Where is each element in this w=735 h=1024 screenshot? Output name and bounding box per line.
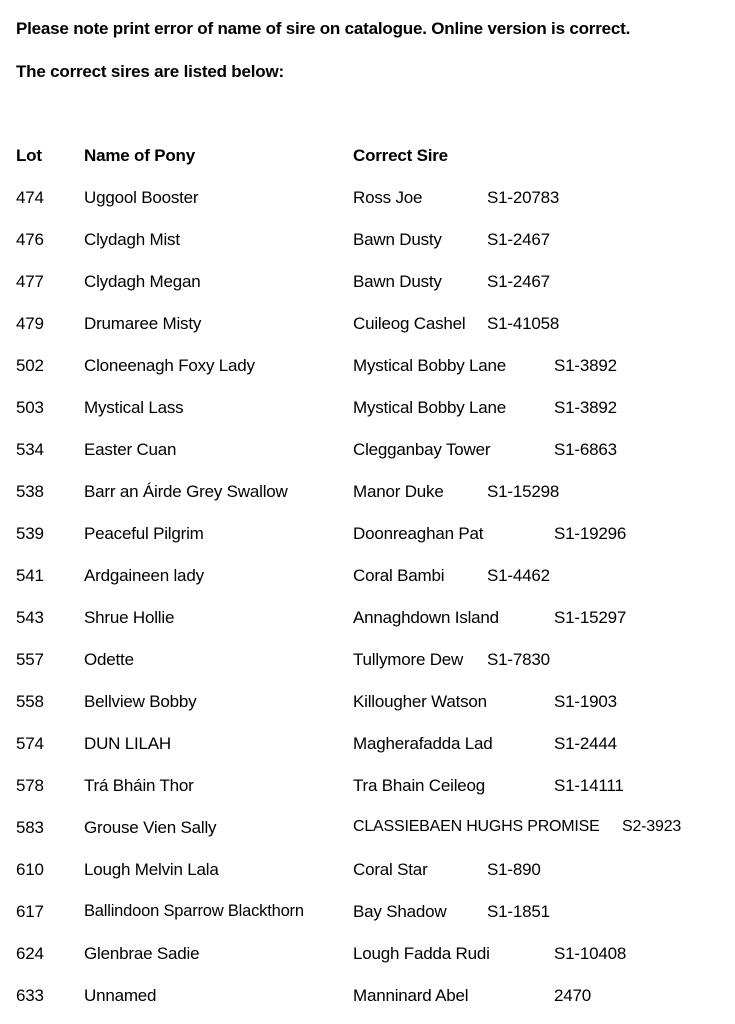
sire-name: Killougher Watson: [353, 692, 487, 711]
sire-registration: S1-3892: [554, 398, 617, 417]
notice-line-1: Please note print error of name of sire on catalogue. Online version is correct.: [16, 19, 631, 38]
sire-registration: S1-2467: [487, 272, 550, 291]
header-lot: Lot: [16, 146, 42, 165]
sire-name: Magherafadda Lad: [353, 734, 493, 753]
table-row: [0, 902, 735, 928]
lot-number: 543: [16, 608, 44, 627]
table-row: [0, 314, 735, 340]
pony-name: Lough Melvin Lala: [84, 860, 219, 879]
sire-registration: S1-2444: [554, 734, 617, 753]
sire-name: Tullymore Dew: [353, 650, 464, 669]
sire-name: Bawn Dusty: [353, 272, 442, 291]
table-row: [0, 188, 735, 214]
sire-name: Mystical Bobby Lane: [353, 356, 507, 375]
lot-number: 479: [16, 314, 44, 333]
table-row: [0, 650, 735, 676]
table-row: [0, 860, 735, 886]
sire-registration: 2470: [554, 986, 592, 1005]
sire-registration: S1-4462: [487, 566, 550, 585]
lot-number: 538: [16, 482, 44, 501]
table-row: [0, 566, 735, 592]
header-correct-sire: Correct Sire: [353, 146, 448, 165]
pony-name: Ballindoon Sparrow Blackthorn: [84, 902, 304, 920]
lot-number: 578: [16, 776, 44, 795]
sire-name: Tra Bhain Ceileog: [353, 776, 486, 795]
sire-registration: S1-19296: [554, 524, 627, 543]
sire-registration: S1-7830: [487, 650, 550, 669]
lot-number: 476: [16, 230, 44, 249]
sire-registration: S1-15298: [487, 482, 560, 501]
pony-name: Bellview Bobby: [84, 692, 197, 711]
pony-name: Ardgaineen lady: [84, 566, 204, 585]
pony-name: Unnamed: [84, 986, 157, 1005]
sire-registration: S1-14111: [554, 776, 624, 795]
lot-number: 633: [16, 986, 44, 1005]
table-row: [0, 440, 735, 466]
pony-name: Clydagh Megan: [84, 272, 201, 291]
lot-number: 574: [16, 734, 44, 753]
pony-name: Grouse Vien Sally: [84, 818, 217, 837]
pony-name: Trá Bháin Thor: [84, 776, 194, 795]
pony-name: Barr an Áirde Grey Swallow: [84, 482, 288, 501]
sire-name: Doonreaghan Pat: [353, 524, 484, 543]
table-row: [0, 776, 735, 802]
lot-number: 474: [16, 188, 44, 207]
sire-name: Mystical Bobby Lane: [353, 398, 507, 417]
lot-number: 557: [16, 650, 44, 669]
table-row: [0, 272, 735, 298]
pony-name: Glenbrae Sadie: [84, 944, 200, 963]
sire-name: Coral Star: [353, 860, 428, 879]
pony-name: Uggool Booster: [84, 188, 199, 207]
lot-number: 477: [16, 272, 44, 291]
pony-name: Mystical Lass: [84, 398, 184, 417]
sire-registration: S1-20783: [487, 188, 560, 207]
table-row: [0, 944, 735, 970]
sire-name: Bay Shadow: [353, 902, 447, 921]
pony-name: DUN LILAH: [84, 734, 172, 753]
pony-name: Peaceful Pilgrim: [84, 524, 204, 543]
pony-name: Shrue Hollie: [84, 608, 175, 627]
sire-registration: S1-15297: [554, 608, 627, 627]
sire-name: Clegganbay Tower: [353, 440, 491, 459]
lot-number: 583: [16, 818, 44, 837]
sire-name: Lough Fadda Rudi: [353, 944, 490, 963]
header-name-of-pony: Name of Pony: [84, 146, 195, 165]
sire-name: Ross Joe: [353, 188, 423, 207]
sire-registration: S1-10408: [554, 944, 627, 963]
sire-name: Annaghdown Island: [353, 608, 499, 627]
table-row: [0, 608, 735, 634]
pony-name: Easter Cuan: [84, 440, 177, 459]
sire-name: Bawn Dusty: [353, 230, 442, 249]
sire-registration: S1-890: [487, 860, 541, 879]
lot-number: 617: [16, 902, 44, 921]
pony-name: Clydagh Mist: [84, 230, 180, 249]
sire-registration: S1-2467: [487, 230, 550, 249]
notice-line-2: The correct sires are listed below:: [16, 62, 284, 81]
table-row: [0, 524, 735, 550]
lot-number: 558: [16, 692, 44, 711]
lot-number: 502: [16, 356, 44, 375]
table-row: [0, 818, 735, 844]
sire-registration: S1-6863: [554, 440, 617, 459]
sire-registration: S1-1851: [487, 902, 550, 921]
lot-number: 503: [16, 398, 44, 417]
table-row: [0, 356, 735, 382]
table-row: [0, 482, 735, 508]
lot-number: 534: [16, 440, 44, 459]
sire-name: Coral Bambi: [353, 566, 445, 585]
table-row: [0, 734, 735, 760]
pony-name: Odette: [84, 650, 134, 669]
sire-name: Manor Duke: [353, 482, 444, 501]
table-row: [0, 230, 735, 256]
pony-name: Cloneenagh Foxy Lady: [84, 356, 255, 375]
lot-number: 624: [16, 944, 44, 963]
table-row: [0, 986, 735, 1012]
sire-registration: S2-3923: [622, 818, 682, 835]
lot-number: 541: [16, 566, 44, 585]
sire-registration: S1-41058: [487, 314, 560, 333]
table-row: [0, 398, 735, 424]
sire-name: Manninard Abel: [353, 986, 469, 1005]
sire-name: Cuileog Cashel: [353, 314, 466, 333]
table-row: [0, 692, 735, 718]
lot-number: 610: [16, 860, 44, 879]
sire-registration: S1-1903: [554, 692, 617, 711]
lot-number: 539: [16, 524, 44, 543]
pony-name: Drumaree Misty: [84, 314, 202, 333]
sire-name: CLASSIEBAEN HUGHS PROMISE: [353, 818, 600, 835]
sire-registration: S1-3892: [554, 356, 617, 375]
